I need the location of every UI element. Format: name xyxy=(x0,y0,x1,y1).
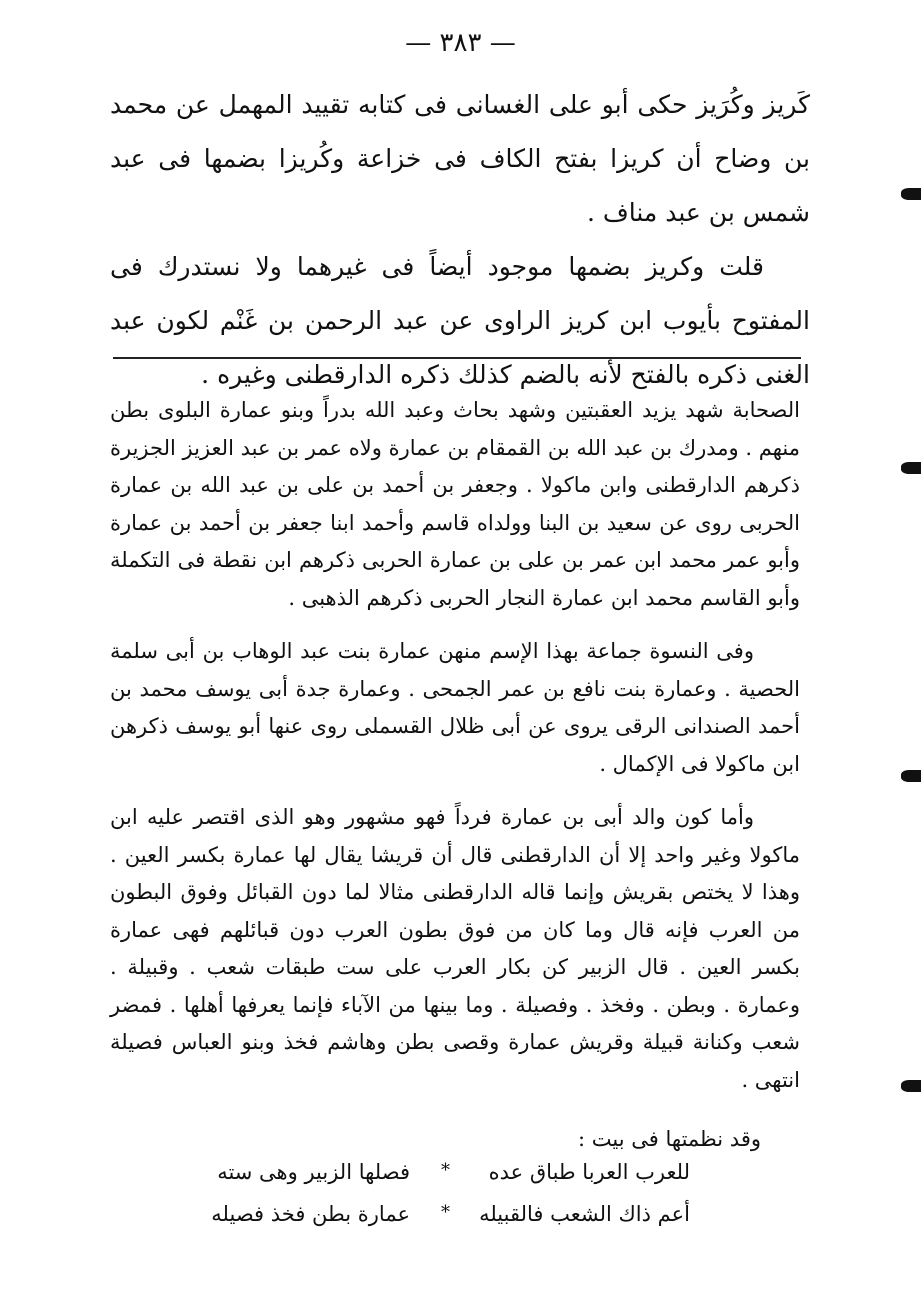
poem-verse xyxy=(150,1202,750,1234)
verse-second-hemistich: عمارة بطن فخذ فصيله xyxy=(211,1202,410,1226)
footnote-paragraph: وأما كون والد أبى بن عمارة فرداً فهو مشهور وهو الذى اقتصر عليه ابن ماكولا وغير واحد إلا أن الدارقطنى قال أن قريشا يقال لها عمارة بكسر العين . وهذا لا يختص بقريش وإنما قاله الدارقطنى مثالا لما دون القبائل وفوق البطون من العرب فإنه قال وما كان من فوق بطون العرب دون قبائلهم فهى عمارة بكسر العين . قال الزبير كن بكار العرب على ست طبقات شعب . وقبيلة . وعمارة . وبطن . وفخذ . وفصيلة . وما بينها من الآباء فإنما يعرفها أهلها . فمضر شعب وكنانة قبيلة وقريش عمارة وقصى بطن وهاشم فخذ وبنو العباس فصيلة انتهى . xyxy=(110,805,800,1092)
footnote-paragraph: وفى النسوة جماعة بهذا الإسم منهن عمارة بنت عبد الوهاب بن أبى سلمة الحصية . وعمارة بنت نافع بن عمر الجمحى . وعمارة جدة أبى يوسف محمد بن أحمد الصندانى الرقى يروى عن أبى ظلال القسملى روى عنها أبو يوسف ذكرهن ابن ماكولا فى الإكمال . xyxy=(110,639,800,776)
binding-mark xyxy=(901,462,921,474)
footnotes xyxy=(110,392,800,1099)
verse-first-hemistich: للعرب العربا طباق عده xyxy=(488,1160,690,1184)
poem-verse xyxy=(150,1160,750,1192)
footnote-divider xyxy=(113,357,801,359)
main-paragraph: قلت وكريز بضمها موجود أيضاً فى غيرهما ولا نستدرك فى المفتوح بأيوب ابن كريز الراوى عن عبد الرحمن بن غَنْم لكون عبد الغنى ذكره بالفتح لأنه بالضم كذلك ذكره الدارقطنى وغيره . xyxy=(110,252,810,389)
poem-intro: وقد نظمتها فى بيت : xyxy=(578,1127,761,1151)
verse-second-hemistich: فصلها الزبير وهى سته xyxy=(217,1160,410,1184)
binding-mark xyxy=(901,770,921,782)
verse-first-hemistich: أعم ذاك الشعب فالقبيله xyxy=(479,1202,690,1226)
main-text xyxy=(110,78,810,402)
binding-mark xyxy=(901,188,921,200)
main-paragraph: كَريز وكُرَيز حكى أبو على الغسانى فى كتابه تقييد المهمل عن محمد بن وضاح أن كريزا بفتح الكاف فى خزاعة وكُريزا بضمها فى عبد شمس بن عبد مناف . xyxy=(110,90,810,227)
verse-separator: * xyxy=(441,1202,450,1223)
page-number: — ٣٨٣ — xyxy=(405,28,516,58)
footnote-paragraph: الصحابة شهد يزيد العقبتين وشهد بحاث وعبد الله بدراً وبنو عمارة البلوى بطن منهم . ومدرك بن عبد الله بن القمقام بن عمارة ولاه عمر بن عبد العزيز الجزيرة ذكرهم الدارقطنى وابن ماكولا . وجعفر بن أحمد بن على بن عبد الله بن عمارة الحربى روى عن سعيد بن البنا وولداه قاسم وأحمد ابنا جعفر بن أحمد بن عمارة وأبو عمر محمد ابن عمر بن على بن عمارة الحربى ذكرهم ابن نقطة فى التكملة وأبو القاسم محمد ابن عمارة النجار الحربى ذكرهم الذهبى . xyxy=(110,398,800,610)
verse-separator: * xyxy=(441,1160,450,1181)
binding-mark xyxy=(901,1080,921,1092)
